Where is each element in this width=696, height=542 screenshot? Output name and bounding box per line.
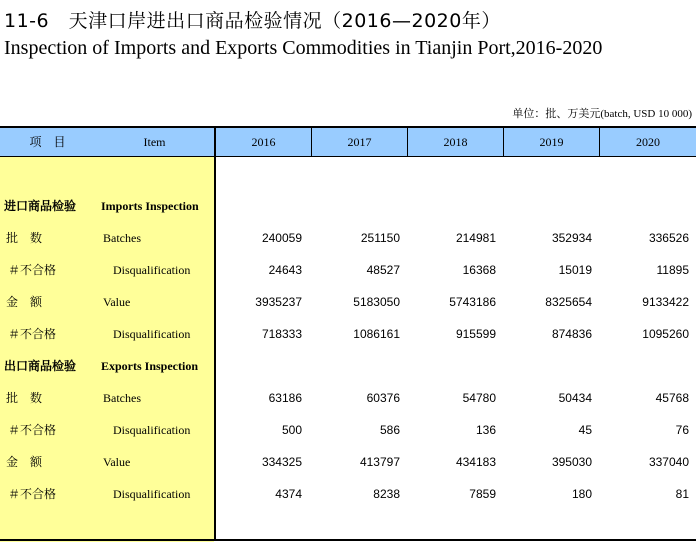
header-year: 2020 [636,135,660,149]
table-cell-value: 45768 [655,391,689,405]
table-cell-value: 48527 [366,263,400,277]
row-label-cn: 金 额 [6,455,43,469]
row-label-en: Exports Inspection [101,359,199,373]
table-row [0,478,696,510]
header-year: 2018 [443,135,468,149]
header-year: 2017 [347,135,372,149]
table-cell-value: 5743186 [449,295,496,309]
table-cell-value: 251150 [360,231,400,245]
header-item-cn: 项 目 [29,135,66,149]
table-section-row [0,350,696,382]
table-section-row [0,190,696,222]
table-cell-value: 76 [675,423,689,437]
row-label-en: Batches [103,231,141,245]
table-cell-value: 7859 [469,487,496,501]
row-label-cn: 出口商品检验 [4,359,77,373]
table-cell-value: 1086161 [353,327,400,341]
row-label-cn: 批 数 [6,231,43,245]
row-label-en: Disqualification [113,487,191,501]
table-cell-value: 586 [379,423,400,437]
row-label-cn: ＃不合格 [8,487,57,501]
table-cell-value: 718333 [261,327,302,341]
table-row [0,222,696,254]
row-label-cn: ＃不合格 [8,423,57,437]
table-cell-value: 81 [675,487,689,501]
table-row [0,446,696,478]
table-cell-value: 337040 [648,455,689,469]
table-row [0,414,696,446]
row-label-cn: 批 数 [6,391,43,405]
header-year: 2019 [539,135,564,149]
table-cell-value: 5183050 [353,295,400,309]
row-label-en: Disqualification [113,263,191,277]
header-year: 2016 [251,135,276,149]
row-label-en: Value [103,455,131,469]
table-cell-value: 214981 [455,231,496,245]
table-cell-value: 24643 [268,263,302,277]
data-table [0,126,696,542]
table-bottom-border [0,539,696,541]
unit-note-en: (batch, USD 10 000) [600,108,692,120]
table-cell-value: 915599 [455,327,496,341]
row-label-en: Disqualification [113,327,191,341]
table-cell-value: 500 [281,423,302,437]
table-cell-value: 136 [475,423,496,437]
table-row [0,318,696,350]
table-cell-value: 1095260 [642,327,689,341]
unit-note-cn: 单位：批、万美元 [512,107,601,120]
table-cell-value: 395030 [551,455,592,469]
table-cell-value: 54780 [462,391,496,405]
table-cell-value: 874836 [551,327,592,341]
table-cell-value: 240059 [261,231,302,245]
row-label-cn: ＃不合格 [8,327,57,341]
table-cell-value: 11895 [656,263,689,277]
table-cell-value: 3935237 [255,295,302,309]
row-label-en: Disqualification [113,423,191,437]
table-cell-value: 63186 [268,391,302,405]
table-row [0,382,696,414]
table-cell-value: 8325654 [545,295,592,309]
table-cell-value: 4374 [275,487,302,501]
header-item-en: Item [143,135,166,149]
table-cell-value: 434183 [455,455,496,469]
row-label-cn: ＃不合格 [8,263,57,277]
table-cell-value: 334325 [261,455,302,469]
table-cell-value: 45 [578,423,592,437]
table-cell-value: 9133422 [642,295,689,309]
unit-note [512,105,692,121]
row-label-cn: 进口商品检验 [4,199,77,213]
row-label-en: Value [103,295,131,309]
row-label-en: Imports Inspection [101,199,199,213]
table-cell-value: 15019 [558,263,592,277]
table-cell-value: 180 [571,487,592,501]
table-cell-value: 352934 [551,231,592,245]
row-label-en: Batches [103,391,141,405]
page-title-english: Inspection of Imports and Exports Commodities in Tianjin Port,2016-2020 [4,37,603,59]
table-cell-value: 8238 [373,487,400,501]
table-cell-value: 336526 [648,231,689,245]
table-cell-value: 16368 [462,263,496,277]
table-cell-value: 60376 [366,391,400,405]
row-label-cn: 金 额 [6,295,43,309]
table-row [0,254,696,286]
page-title-chinese: 11-6 天津口岸进出口商品检验情况（2016—2020年） [4,10,501,32]
table-row [0,286,696,318]
table-cell-value: 50434 [558,391,592,405]
table-cell-value: 413797 [359,455,400,469]
